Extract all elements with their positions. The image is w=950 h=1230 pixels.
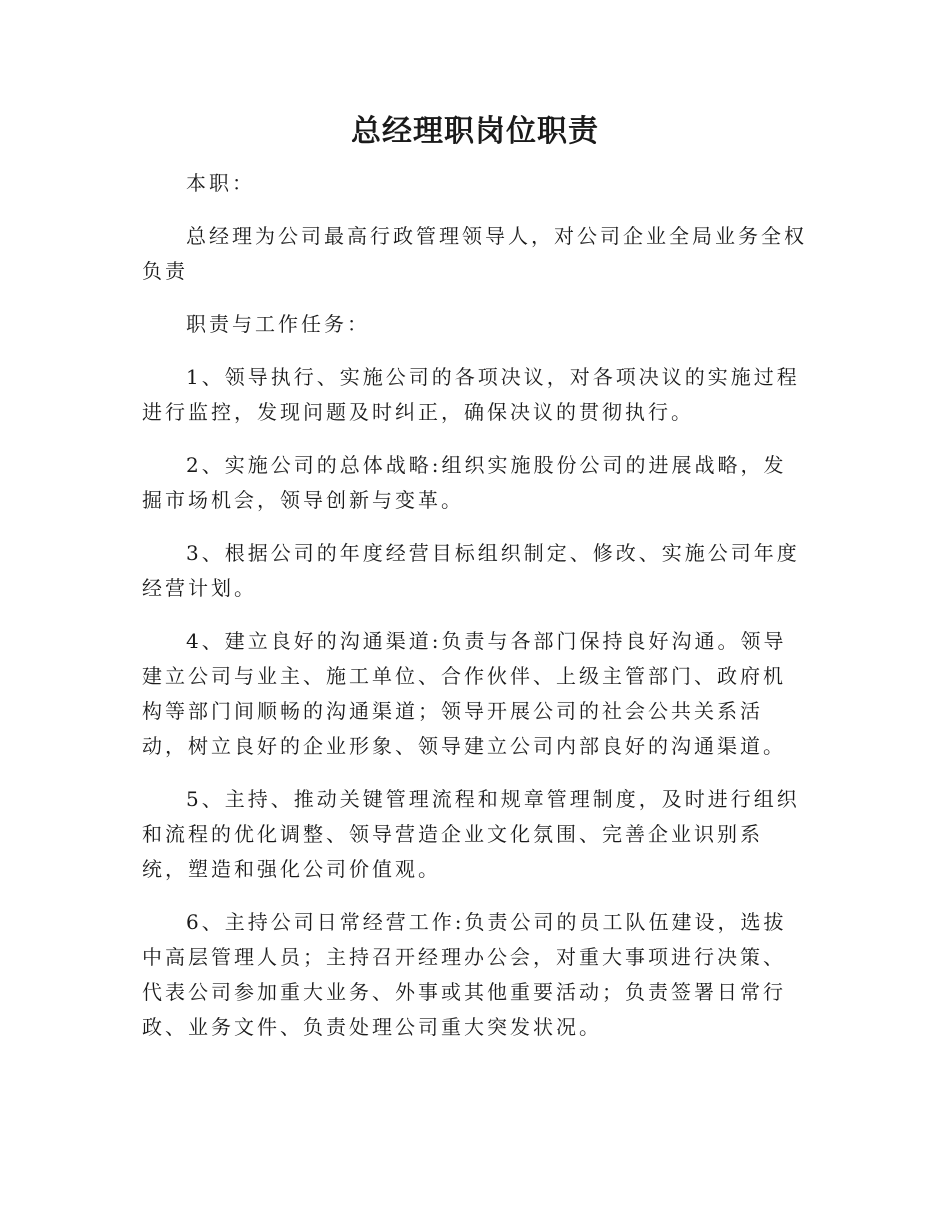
paragraph-role-description: 总经理为公司最高行政管理领导人，对公司企业全局业务全权负责 [142, 224, 807, 283]
document-title: 总经理职岗位职责 [351, 114, 599, 149]
paragraph-duty-2: 2、实施公司的总体战略:组织实施股份公司的进展战略，发掘市场机会，领导创新与变革。 [142, 453, 787, 512]
paragraph-duty-5: 5、主持、推动关键管理流程和规章管理制度，及时进行组织和流程的优化调整、领导营造企业文化氛围、完善企业识别系统，塑造和强化公司价值观。 [142, 787, 800, 881]
paragraph-duty-6: 6、主持公司日常经营工作:负责公司的员工队伍建设，选拔中高层管理人员；主持召开经理办公会，对重大事项进行决策、代表公司参加重大业务、外事或其他重要活动；负责签署日常行政、业务文件、负责处理公司重大突发状况。 [142, 910, 787, 1039]
document-body [142, 166, 808, 1063]
paragraph-role-heading: 本职： [186, 171, 255, 195]
paragraph-duty-1: 1、领导执行、实施公司的各项决议，对各项决议的实施过程进行监控，发现问题及时纠正，确保决议的贯彻执行。 [142, 365, 800, 424]
paragraph-duty-4: 4、建立良好的沟通渠道:负责与各部门保持良好沟通。领导建立公司与业主、施工单位、合作伙伴、上级主管部门、政府机构等部门间顺畅的沟通渠道；领导开展公司的社会公共关系活动，树立良好的企业形象、领导建立公司内部良好的沟通渠道。 [142, 629, 787, 758]
paragraph-duties-heading: 职责与工作任务： [186, 312, 370, 336]
paragraph-duty-3: 3、根据公司的年度经营目标组织制定、修改、实施公司年度经营计划。 [142, 541, 800, 600]
